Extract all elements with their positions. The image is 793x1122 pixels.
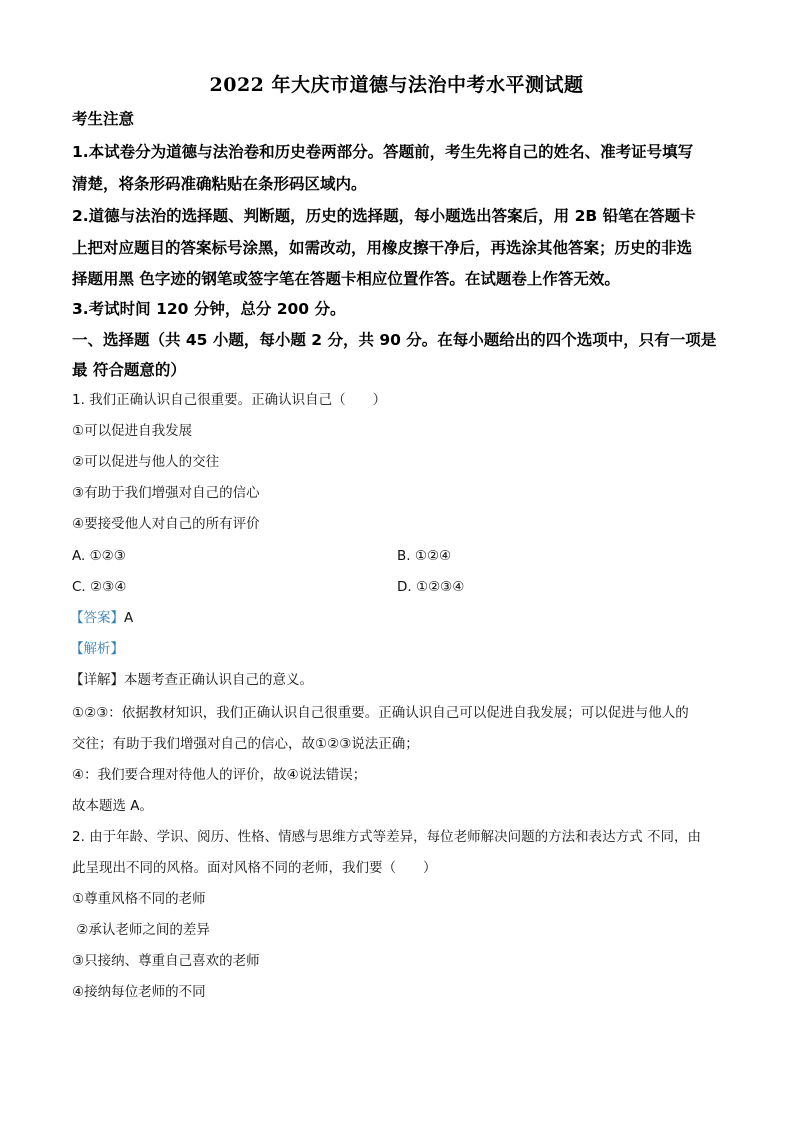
question-1-option-a: A. ①②③ <box>72 548 126 564</box>
question-1-stem: 1. 我们正确认识自己很重要。正确认识自己（ ） <box>72 392 387 408</box>
notice-line-3: 2.道德与法治的选择题、判断题，历史的选择题，每小题选出答案后，用 2B 铅笔在答题卡 <box>72 207 696 225</box>
question-2-statement-1: ①尊重风格不同的老师 <box>72 891 206 907</box>
notice-line-5: 择题用黑 色字迹的钢笔或签字笔在答题卡相应位置作答。在试题卷上作答无效。 <box>72 270 620 288</box>
detail-line-3: 交往；有助于我们增强对自己的信心，故①②③说法正确； <box>72 736 419 752</box>
question-1-statement-3: ③有助于我们增强对自己的信心 <box>72 485 260 501</box>
notice-heading: 考生注意 <box>72 110 135 128</box>
analysis-tag: 【解析】 <box>70 641 124 657</box>
detail-tag: 【详解】 <box>70 672 124 688</box>
notice-line-6: 3.考试时间 120 分钟，总分 200 分。 <box>72 300 346 318</box>
answer-tag: 【答案】 <box>70 610 124 626</box>
question-2-statement-4: ④接纳每位老师的不同 <box>72 984 206 1000</box>
question-2-statement-2: ②承认老师之间的差异 <box>72 922 210 938</box>
detail-line-4: ④：我们要合理对待他人的评价，故④说法错误； <box>72 767 367 783</box>
question-1-option-c: C. ②③④ <box>72 579 127 595</box>
notice-line-4: 上把对应题目的答案标号涂黑，如需改动，用橡皮擦干净后，再选涂其他答案；历史的非选 <box>72 239 693 257</box>
question-2-statement-3: ③只接纳、尊重自己喜欢的老师 <box>72 953 260 969</box>
answer-line <box>70 607 133 629</box>
question-1-option-b: B. ①②④ <box>397 548 452 564</box>
section-heading-line-1: 一、选择题（共 45 小题，每小题 2 分，共 90 分。在每小题给出的四个选项中，只有一项是 <box>72 331 717 349</box>
section-heading-line-2: 最 符合题意的） <box>72 361 186 379</box>
question-1-statement-4: ④要接受他人对自己的所有评价 <box>72 516 260 532</box>
notice-line-1: 1.本试卷分为道德与法治卷和历史卷两部分。答题前，考生先将自己的姓名、准考证号填写 <box>72 143 694 161</box>
question-1-option-d: D. ①②③④ <box>397 579 465 595</box>
question-2-stem-line-2: 此呈现出不同的风格。面对风格不同的老师，我们要（ ） <box>72 860 437 876</box>
notice-line-2: 清楚，将条形码准确粘贴在条形码区域内。 <box>72 175 367 193</box>
detail-line-1 <box>70 669 313 691</box>
detail-line-2: ①②③：依据教材知识，我们正确认识自己很重要。正确认识自己可以促进自我发展；可以促进与他人的 <box>72 705 689 721</box>
question-2-stem-line-1: 2. 由于年龄、学识、阅历、性格、情感与思维方式等差异，每位老师解决问题的方法和表达方式 不同，由 <box>72 829 701 845</box>
question-1-statement-1: ①可以促进自我发展 <box>72 423 193 439</box>
answer-value: A <box>124 610 134 626</box>
detail-line-5: 故本题选 A。 <box>72 798 154 814</box>
question-1-statement-2: ②可以促进与他人的交往 <box>72 454 220 470</box>
detail-text: 本题考查正确认识自己的意义。 <box>124 672 313 688</box>
page-title: 2022 年大庆市道德与法治中考水平测试题 <box>209 74 584 96</box>
